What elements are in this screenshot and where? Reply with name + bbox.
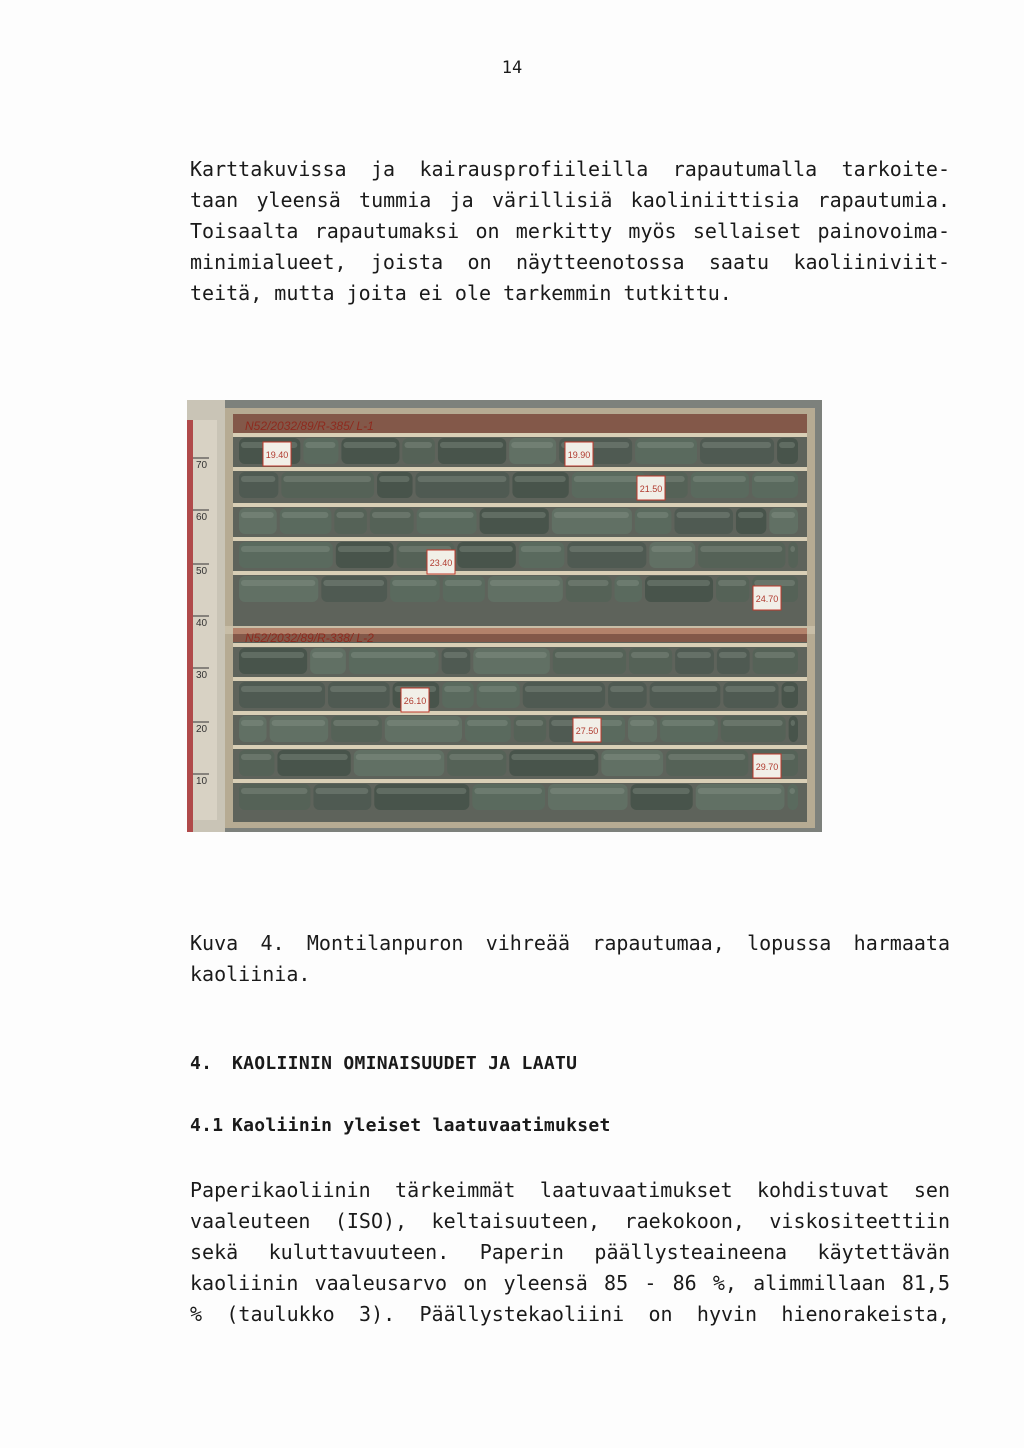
- svg-text:24.70: 24.70: [755, 594, 779, 604]
- depth-tag: [573, 718, 601, 742]
- svg-text:29.70: 29.70: [755, 762, 779, 772]
- core-box-photo: [187, 400, 822, 832]
- svg-text:27.50: 27.50: [575, 726, 599, 736]
- box-label: N52/2032/89/R-385/ L-1: [245, 419, 374, 433]
- subsection-title: Kaoliinin yleiset laatuvaatimukset: [232, 1115, 611, 1136]
- section-heading: [190, 1053, 577, 1074]
- text-line: % (taulukko 3). Päällystekaoliini on hyvin hienorakeista,: [190, 1302, 950, 1326]
- svg-text:19.40: 19.40: [265, 450, 289, 460]
- text-line: vaaleuteen (ISO), keltaisuuteen, raekokoon, viskositeettiin: [190, 1209, 950, 1233]
- intro-paragraph: [190, 154, 950, 309]
- ruler-label: 70: [196, 460, 208, 471]
- ruler-label: 20: [196, 724, 208, 735]
- ruler-label: 60: [196, 512, 208, 523]
- svg-text:21.50: 21.50: [639, 484, 663, 494]
- subsection-heading: [190, 1115, 611, 1136]
- figure-caption: [190, 928, 950, 990]
- text-line: minimialueet, joista on näytteenotossa saatu kaoliiniviit-: [190, 250, 950, 274]
- ruler-label: 40: [196, 618, 208, 629]
- ruler-label: 30: [196, 670, 208, 681]
- text-line: taan yleensä tummia ja värillisiä kaoliniittisia rapautumia.: [190, 188, 950, 212]
- subsection-number: 4.1: [190, 1115, 224, 1136]
- depth-tag: [637, 476, 665, 500]
- ruler-label: 50: [196, 566, 208, 577]
- svg-text:23.40: 23.40: [429, 558, 453, 568]
- text-line: Karttakuvissa ja kairausprofiileilla rapautumalla tarkoite-: [190, 157, 950, 181]
- caption-line: kaoliinia.: [190, 962, 311, 986]
- text-line: sekä kuluttavuuteen. Paperin päällysteaineena käytettävän: [190, 1240, 950, 1264]
- page-number: 14: [501, 58, 523, 78]
- depth-tag: [565, 442, 593, 466]
- depth-tag: [427, 550, 455, 574]
- text-line: Toisaalta rapautumaksi on merkitty myös sellaiset painovoima-: [190, 219, 950, 243]
- text-line: kaoliinin vaaleusarvo on yleensä 85 - 86 %, alimmillaan 81,5: [190, 1271, 950, 1295]
- section-title: KAOLIININ OMINAISUUDET JA LAATU: [232, 1053, 578, 1074]
- body-paragraph: [190, 1175, 950, 1330]
- section-number: 4.: [190, 1053, 213, 1074]
- ruler-label: 10: [196, 776, 208, 787]
- text-line: Paperikaoliinin tärkeimmät laatuvaatimukset kohdistuvat sen: [190, 1178, 950, 1202]
- text-line: teitä, mutta joita ei ole tarkemmin tutkittu.: [190, 281, 732, 305]
- svg-text:26.10: 26.10: [403, 696, 427, 706]
- depth-tag: [753, 586, 781, 610]
- depth-tag: [753, 754, 781, 778]
- depth-tag: [263, 442, 291, 466]
- depth-tag: [401, 688, 429, 712]
- box-label: N52/2032/89/R-338/ L-2: [245, 631, 374, 645]
- svg-text:19.90: 19.90: [567, 450, 591, 460]
- caption-line: Kuva 4. Montilanpuron vihreää rapautumaa, lopussa harmaata: [190, 931, 950, 955]
